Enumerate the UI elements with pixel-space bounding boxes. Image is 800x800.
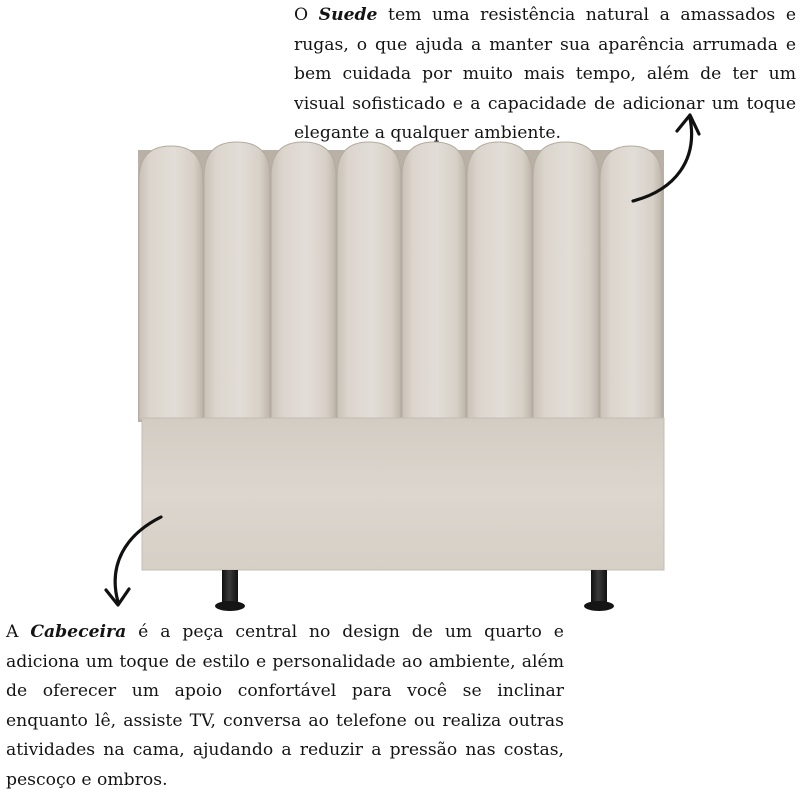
suede-emphasis: Suede — [318, 5, 378, 25]
leg-left — [222, 570, 238, 606]
leg-right — [591, 570, 607, 606]
cabeceira-emphasis: Cabeceira — [30, 622, 127, 642]
headboard-panel — [600, 146, 662, 420]
headboard-panel — [271, 142, 336, 420]
cabeceira-prefix: A — [6, 622, 31, 642]
cabeceira-description — [6, 618, 564, 795]
suede-description — [294, 1, 796, 149]
cabeceira-body: é a peça central no design de um quarto e adiciona um toque de estilo e personalidade ao ambiente, além de oferecer um apoio confortável para você se inclinar enquanto lê, assiste TV, conversa ao telefone ou realiza outras atividades na cama, ajudando a reduzir a pressão nas costas, pescoço e ombros. — [6, 622, 564, 790]
leg-right-foot — [584, 601, 614, 611]
leg-left-foot — [215, 601, 245, 611]
headboard-panel — [533, 142, 599, 420]
suede-prefix: O — [294, 5, 319, 25]
headboard-panel — [467, 142, 532, 420]
headboard-legs — [215, 570, 614, 611]
headboard-panels — [139, 142, 662, 420]
headboard-panel — [402, 142, 466, 420]
headboard-base — [142, 418, 664, 570]
suede-body: tem uma resistência natural a amassados e rugas, o que ajuda a manter sua aparência arrumada e bem cuidada por muito mais tempo, além de ter um visual sofisticado e a capacidade de adicionar um toque elegante a qualquer ambiente. — [294, 5, 796, 143]
headboard-panel — [204, 142, 270, 420]
headboard-panel — [337, 142, 401, 420]
headboard-panel — [139, 146, 203, 420]
